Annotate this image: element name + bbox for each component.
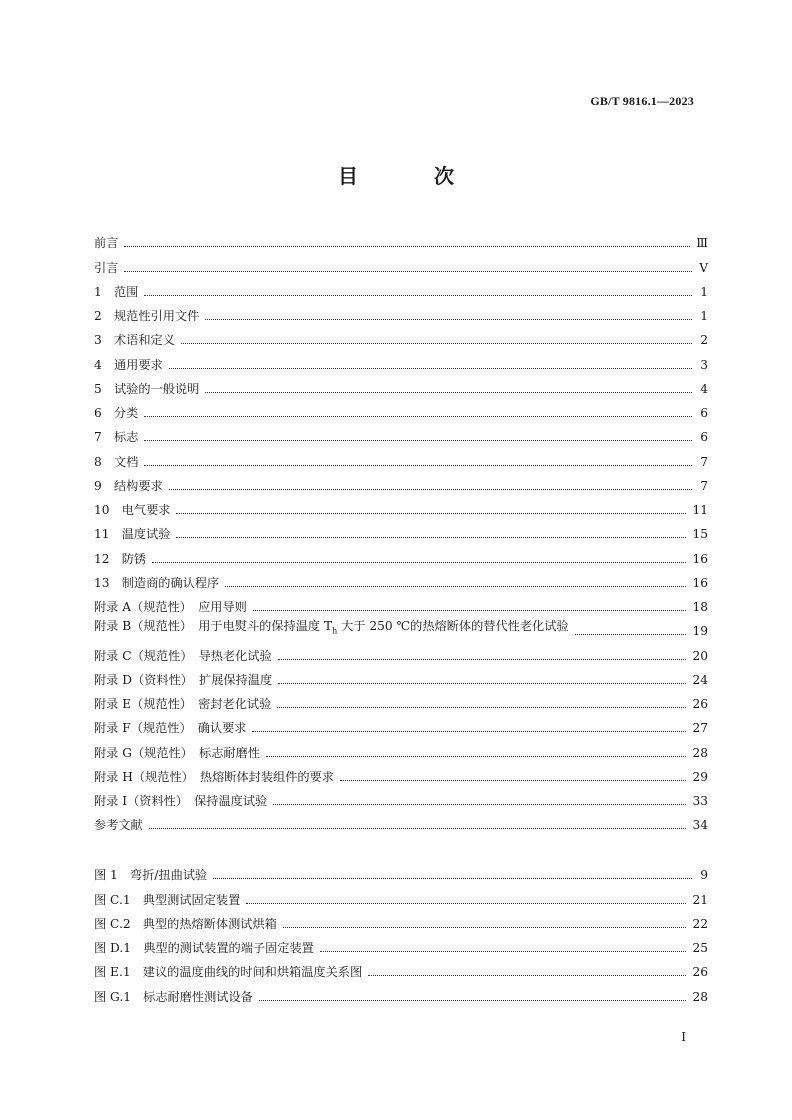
toc-entry-page: 11 bbox=[692, 503, 708, 517]
toc-entry-page: 34 bbox=[692, 818, 708, 833]
toc-entry-page: Ⅴ bbox=[699, 260, 708, 275]
toc-entry[interactable] bbox=[94, 689, 708, 713]
toc-entry-label: 参考文献 bbox=[94, 818, 143, 833]
toc-entry[interactable] bbox=[94, 325, 708, 349]
toc-entry[interactable] bbox=[94, 665, 708, 689]
dot-leader bbox=[169, 489, 692, 490]
toc-entry-page: 27 bbox=[692, 721, 708, 736]
toc-entry-label: 5 试验的一般说明 bbox=[94, 381, 200, 396]
figure-entry-page: 28 bbox=[692, 989, 708, 1004]
figure-entry[interactable] bbox=[94, 981, 708, 1005]
toc-entry-label: 前言 bbox=[94, 236, 119, 251]
toc-entry-page: 7 bbox=[700, 478, 708, 493]
toc-entry[interactable] bbox=[94, 568, 708, 592]
dot-leader bbox=[273, 804, 686, 805]
toc-entry[interactable] bbox=[94, 374, 708, 398]
dot-leader bbox=[149, 828, 687, 829]
toc-entry-label-subscript: h bbox=[332, 626, 338, 636]
toc-entry-label: 12 防锈 bbox=[94, 551, 147, 566]
dot-leader bbox=[213, 878, 692, 879]
toc-entry-label: 附录 I（资料性） 保持温度试验 bbox=[94, 794, 268, 808]
toc-entry-label: 附录 A（规范性） 应用导则 bbox=[94, 600, 247, 614]
page-title: 目 次 bbox=[338, 164, 482, 188]
toc-entry-label: 附录 E（规范性） 密封老化试验 bbox=[94, 697, 272, 711]
page-number: Ⅰ bbox=[681, 1030, 686, 1044]
dot-leader bbox=[283, 927, 687, 928]
dot-leader bbox=[259, 1000, 687, 1001]
standard-code: GB/T 9816.1—2023 bbox=[590, 94, 694, 108]
toc-entry[interactable] bbox=[94, 786, 708, 810]
toc-entry-label: 8 文档 bbox=[94, 454, 139, 469]
figure-entry-page: 22 bbox=[692, 916, 708, 931]
dot-leader bbox=[253, 610, 687, 611]
toc-entry-label: 附录 F（规范性） 确认要求 bbox=[94, 721, 247, 736]
toc-entry-page: 16 bbox=[692, 575, 708, 590]
toc-entry-label: 13 制造商的确认程序 bbox=[94, 575, 220, 590]
figure-entry[interactable] bbox=[94, 933, 708, 957]
toc-entry[interactable] bbox=[94, 737, 708, 761]
toc-entry-label: 4 通用要求 bbox=[94, 357, 163, 372]
figure-entry-page: 9 bbox=[700, 868, 708, 883]
toc-entry-label: 附录 G（规范性） 标志耐磨性 bbox=[94, 745, 260, 760]
toc-entry-page: 2 bbox=[700, 333, 708, 348]
toc-entry-label: 附录 H（规范性） 热熔断体封装组件的要求 bbox=[94, 769, 334, 784]
toc-list bbox=[94, 228, 708, 834]
dot-leader bbox=[320, 951, 687, 952]
toc-entry-label-post: 大于 250 ℃的热熔断体的替代性老化试验 bbox=[337, 618, 569, 633]
figure-entry-label: 图 C.2 典型的热熔断体测试烘箱 bbox=[94, 916, 277, 931]
figure-entry[interactable] bbox=[94, 884, 708, 908]
toc-entry-page: 4 bbox=[700, 381, 708, 396]
dot-leader bbox=[124, 271, 692, 272]
figure-entry-label: 图 E.1 建议的温度曲线的时间和烘箱温度关系图 bbox=[94, 965, 363, 980]
toc-entry-page: 1 bbox=[700, 284, 708, 299]
toc-entry[interactable] bbox=[94, 277, 708, 301]
toc-entry-label: 6 分类 bbox=[94, 406, 139, 420]
toc-entry[interactable] bbox=[94, 495, 708, 519]
toc-entry-page: 19 bbox=[692, 624, 708, 639]
dot-leader bbox=[368, 975, 686, 976]
toc-entry-label: 1 范围 bbox=[94, 284, 139, 299]
toc-entry-label: 3 术语和定义 bbox=[94, 333, 175, 348]
toc-entry[interactable] bbox=[94, 640, 708, 664]
toc-entry-label: 9 结构要求 bbox=[94, 478, 163, 493]
toc-entry-page: 6 bbox=[700, 430, 708, 445]
toc-entry-page: 18 bbox=[692, 600, 708, 614]
dot-leader bbox=[266, 756, 687, 757]
figure-list bbox=[94, 860, 708, 1006]
toc-entry-page: 1 bbox=[700, 309, 708, 323]
dot-leader bbox=[144, 416, 692, 417]
dot-leader bbox=[176, 513, 686, 514]
dot-leader bbox=[152, 562, 686, 563]
figure-entry[interactable] bbox=[94, 909, 708, 933]
figure-entry-label: 图 D.1 典型的测试装置的端子固定装置 bbox=[94, 941, 314, 955]
dot-leader bbox=[144, 465, 692, 466]
toc-entry[interactable] bbox=[94, 810, 708, 834]
dot-leader bbox=[278, 659, 687, 660]
toc-entry[interactable] bbox=[94, 301, 708, 325]
toc-entry-label: 引言 bbox=[94, 260, 119, 275]
toc-entry-label bbox=[94, 617, 569, 640]
figure-entry-page: 21 bbox=[692, 892, 708, 907]
dot-leader bbox=[575, 634, 687, 635]
toc-entry[interactable] bbox=[94, 228, 708, 252]
toc-entry[interactable] bbox=[94, 762, 708, 786]
figure-entry[interactable] bbox=[94, 860, 708, 884]
toc-entry-label: 2 规范性引用文件 bbox=[94, 309, 200, 323]
toc-entry-page: 15 bbox=[692, 527, 708, 542]
toc-entry[interactable] bbox=[94, 616, 708, 640]
toc-entry-page: 26 bbox=[692, 697, 708, 711]
dot-leader bbox=[246, 903, 686, 904]
dot-leader bbox=[340, 780, 687, 781]
dot-leader bbox=[252, 731, 686, 732]
dot-leader bbox=[144, 440, 692, 441]
toc-entry-page: 29 bbox=[692, 769, 708, 784]
toc-entry[interactable] bbox=[94, 519, 708, 543]
toc-entry[interactable] bbox=[94, 543, 708, 567]
dot-leader bbox=[205, 319, 692, 320]
toc-entry[interactable] bbox=[94, 398, 708, 422]
dot-leader bbox=[124, 246, 690, 247]
dot-leader bbox=[169, 368, 692, 369]
toc-entry-label: 11 温度试验 bbox=[94, 527, 171, 542]
toc-entry-label-pre: 附录 B（规范性） 用于电熨斗的保持温度 T bbox=[94, 618, 333, 633]
toc-entry-label: 10 电气要求 bbox=[94, 503, 171, 517]
toc-entry-page: 24 bbox=[692, 672, 708, 687]
dot-leader bbox=[144, 295, 692, 296]
toc-entry-label: 附录 D（资料性） 扩展保持温度 bbox=[94, 672, 273, 687]
toc-entry-page: 33 bbox=[692, 794, 708, 808]
toc-entry[interactable] bbox=[94, 446, 708, 470]
figure-entry-label: 图 1 弯折/扭曲试验 bbox=[94, 868, 208, 883]
dot-leader bbox=[225, 586, 686, 587]
toc-entry-page: 20 bbox=[692, 648, 708, 663]
toc-entry-label: 7 标志 bbox=[94, 430, 139, 445]
toc-entry[interactable] bbox=[94, 252, 708, 276]
toc-entry[interactable] bbox=[94, 471, 708, 495]
toc-entry-page: 7 bbox=[700, 454, 708, 469]
toc-entry[interactable] bbox=[94, 422, 708, 446]
figure-entry-page: 25 bbox=[692, 941, 708, 955]
toc-entry[interactable] bbox=[94, 349, 708, 373]
dot-leader bbox=[181, 343, 692, 344]
toc-entry-page: 3 bbox=[700, 357, 708, 372]
figure-entry-page: 26 bbox=[692, 965, 708, 980]
figure-entry-label: 图 C.1 典型测试固定装置 bbox=[94, 892, 241, 907]
toc-entry-page: 6 bbox=[700, 406, 708, 420]
dot-leader bbox=[205, 392, 692, 393]
toc-entry[interactable] bbox=[94, 713, 708, 737]
toc-entry[interactable] bbox=[94, 592, 708, 616]
dot-leader bbox=[278, 683, 686, 684]
figure-entry-label: 图 G.1 标志耐磨性测试设备 bbox=[94, 989, 253, 1004]
toc-entry-page: Ⅲ bbox=[696, 236, 708, 251]
toc-entry-page: 16 bbox=[692, 551, 708, 566]
dot-leader bbox=[176, 537, 686, 538]
dot-leader bbox=[277, 707, 686, 708]
figure-entry[interactable] bbox=[94, 957, 708, 981]
toc-entry-page: 28 bbox=[692, 745, 708, 760]
toc-entry-label: 附录 C（规范性） 导热老化试验 bbox=[94, 648, 272, 663]
